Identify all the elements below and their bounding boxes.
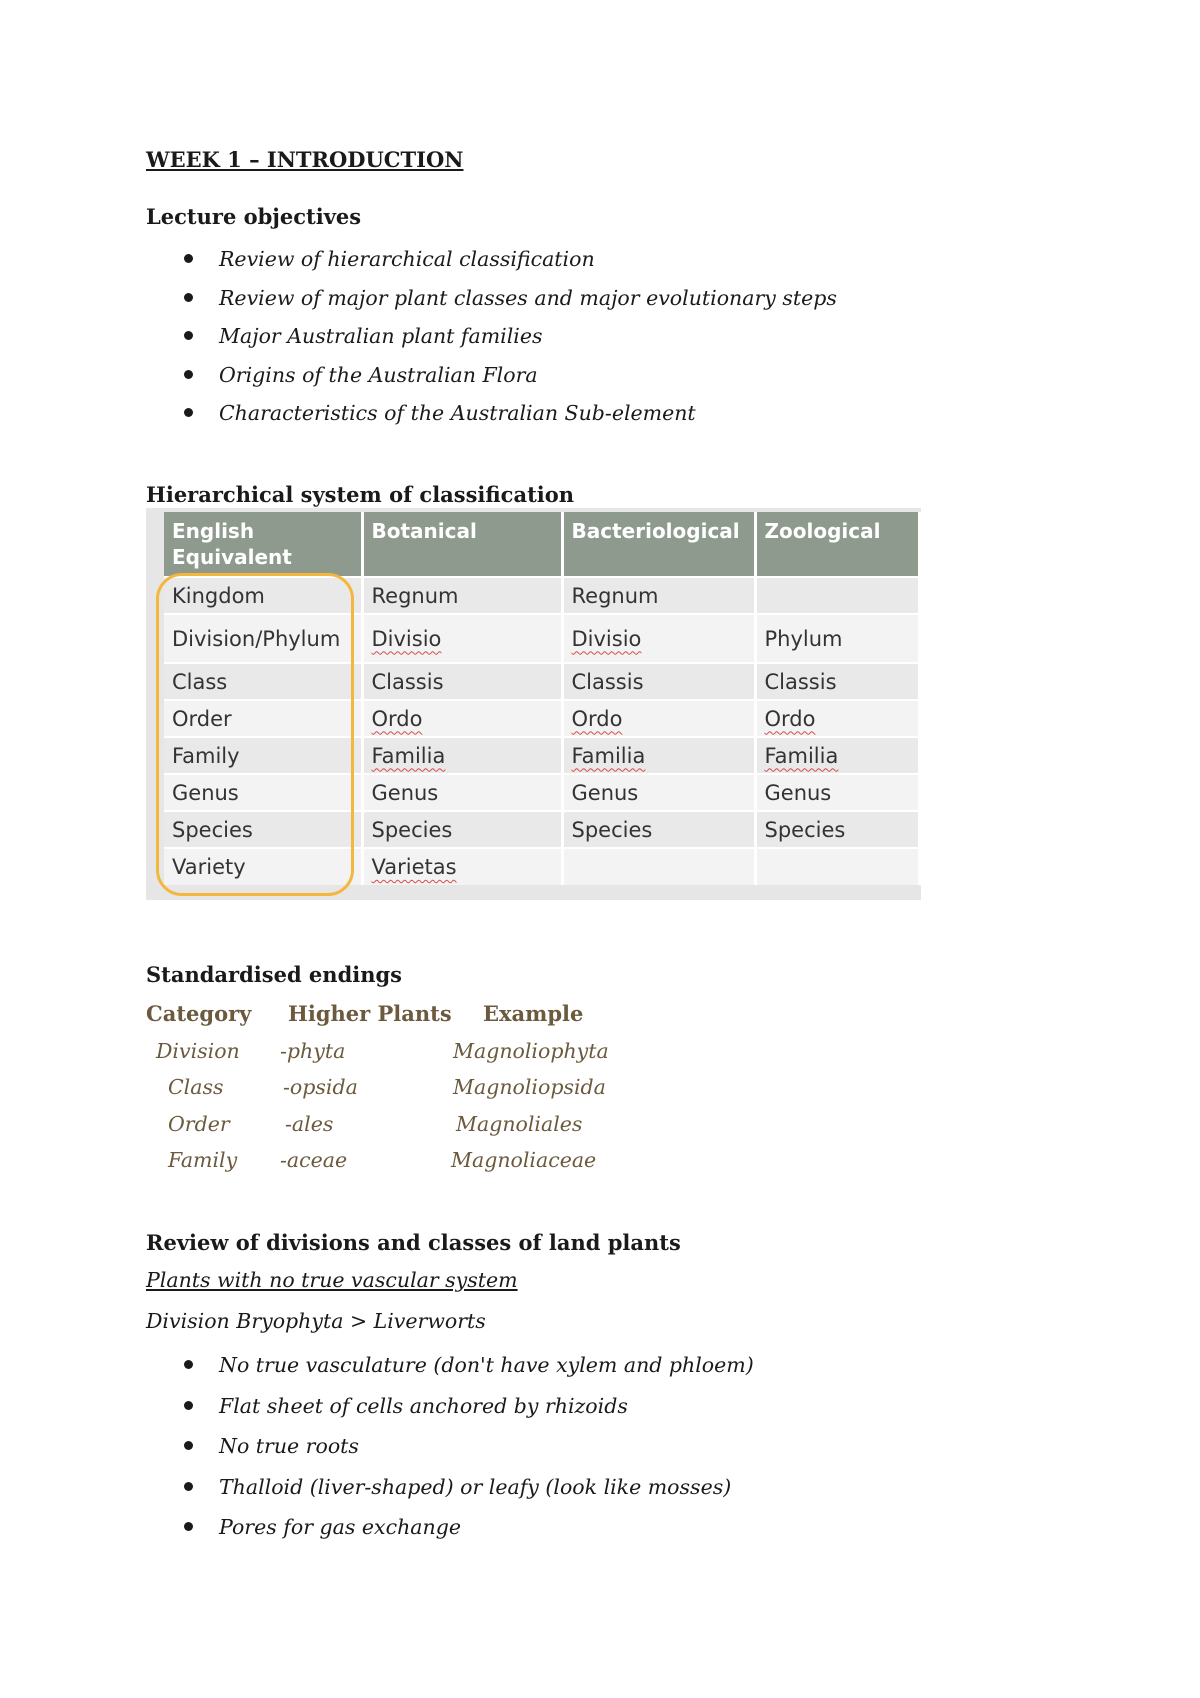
table-cell: Class [168,1075,224,1099]
table-cell: Phylum [755,614,919,663]
table-cell: Genus [562,774,755,811]
table-cell: Ordo [562,700,755,737]
list-item-text: Pores for gas exchange [219,1515,461,1539]
objectives-list [146,240,837,433]
column-header: Example [483,1001,584,1026]
bullet-icon [184,331,193,340]
table-cell: Genus [362,774,562,811]
list-item-text: Major Australian plant families [219,324,543,348]
list-item [146,1386,754,1427]
table-row [164,614,919,663]
list-item [146,394,837,433]
table-cell: Familia [362,737,562,774]
table-cell: Classis [362,663,562,700]
list-item-text: No true roots [219,1434,359,1458]
table-cell: Order [164,700,362,737]
list-item-text: No true vasculature (don't have xylem and phloem) [219,1353,754,1377]
bullet-icon [184,408,193,417]
table-row [164,663,919,700]
table-cell: Magnoliopsida [453,1075,606,1099]
table-cell: Magnoliales [456,1111,583,1136]
table-cell: Ordo [362,700,562,737]
bullet-icon [184,1441,193,1450]
table-cell: Genus [755,774,919,811]
list-item [146,240,837,279]
table-row [164,577,919,614]
column-header: Bacteriological [562,512,755,577]
table-cell: Classis [562,663,755,700]
table-cell: Divisio [562,614,755,663]
bullet-icon [184,254,193,263]
table-cell [755,577,919,614]
table-cell [562,848,755,885]
table-cell: Ordo [755,700,919,737]
bryophyta-list [146,1345,754,1548]
list-item-text: Characteristics of the Australian Sub-element [219,401,696,425]
classification-table [164,512,921,885]
list-item-text: Origins of the Australian Flora [219,362,538,387]
bullet-icon [184,370,193,379]
table-cell: Order [168,1111,230,1136]
table-cell: Class [164,663,362,700]
page-title: WEEK 1 – INTRODUCTION [146,147,464,172]
list-item-text: Review of major plant classes and major evolutionary steps [219,285,837,310]
table-row [146,1142,666,1179]
bullet-icon [184,1360,193,1369]
table-cell: -aceae [280,1148,348,1172]
table-cell: Variety [164,848,362,885]
column-header: Botanical [362,512,562,577]
review-heading: Review of divisions and classes of land plants [146,1230,681,1255]
table-row [164,848,919,885]
table-cell: Species [755,811,919,848]
classification-table-image [146,508,921,900]
list-item [146,1467,754,1508]
table-cell: Family [168,1148,238,1172]
table-cell [755,848,919,885]
table-cell: Species [562,811,755,848]
table-cell: Species [362,811,562,848]
table-cell: Familia [562,737,755,774]
bullet-icon [184,1401,193,1410]
table-row [146,1106,666,1143]
bullet-icon [184,1482,193,1491]
bullet-icon [184,293,193,302]
endings-table [146,996,666,1179]
table-cell: Genus [164,774,362,811]
table-row [164,737,919,774]
table-cell: -phyta [280,1038,346,1063]
table-row [146,1069,666,1106]
table-cell: Classis [755,663,919,700]
list-item [146,1426,754,1467]
bullet-icon [184,1522,193,1531]
list-item [146,1507,754,1548]
table-cell: Regnum [362,577,562,614]
table-cell: Familia [755,737,919,774]
list-item [146,1345,754,1386]
table-cell: Regnum [562,577,755,614]
list-item [146,317,837,356]
lecture-objectives-heading: Lecture objectives [146,204,362,229]
table-cell: -ales [285,1111,334,1136]
list-item [146,279,837,318]
table-cell: Division [156,1038,240,1063]
table-cell: Species [164,811,362,848]
table-cell: Magnoliophyta [453,1038,609,1063]
table-row [164,700,919,737]
endings-header-row [146,996,666,1033]
division-label: Division Bryophyta > Liverworts [146,1309,486,1333]
column-header: English Equivalent [164,512,362,577]
hierarchical-heading: Hierarchical system of classification [146,482,575,507]
table-header-row [164,512,919,577]
table-cell: Magnoliaceae [451,1148,597,1172]
list-item-text: Thalloid (liver-shaped) or leafy (look like mosses) [219,1474,732,1499]
list-item [146,356,837,395]
table-row [146,1033,666,1070]
table-row [164,774,919,811]
table-cell: Kingdom [164,577,362,614]
table-cell: -opsida [283,1075,358,1099]
table-cell: Family [164,737,362,774]
table-cell: Division/Phylum [164,614,362,663]
list-item-text: Flat sheet of cells anchored by rhizoids [219,1393,628,1418]
table-row [164,811,919,848]
column-header: Zoological [755,512,919,577]
review-subheading: Plants with no true vascular system [146,1268,518,1292]
table-cell: Varietas [362,848,562,885]
column-header: Higher Plants [288,1001,452,1026]
list-item-text: Review of hierarchical classification [219,247,595,271]
standardised-endings-heading: Standardised endings [146,962,402,987]
table-cell: Divisio [362,614,562,663]
column-header: Category [146,1001,252,1026]
